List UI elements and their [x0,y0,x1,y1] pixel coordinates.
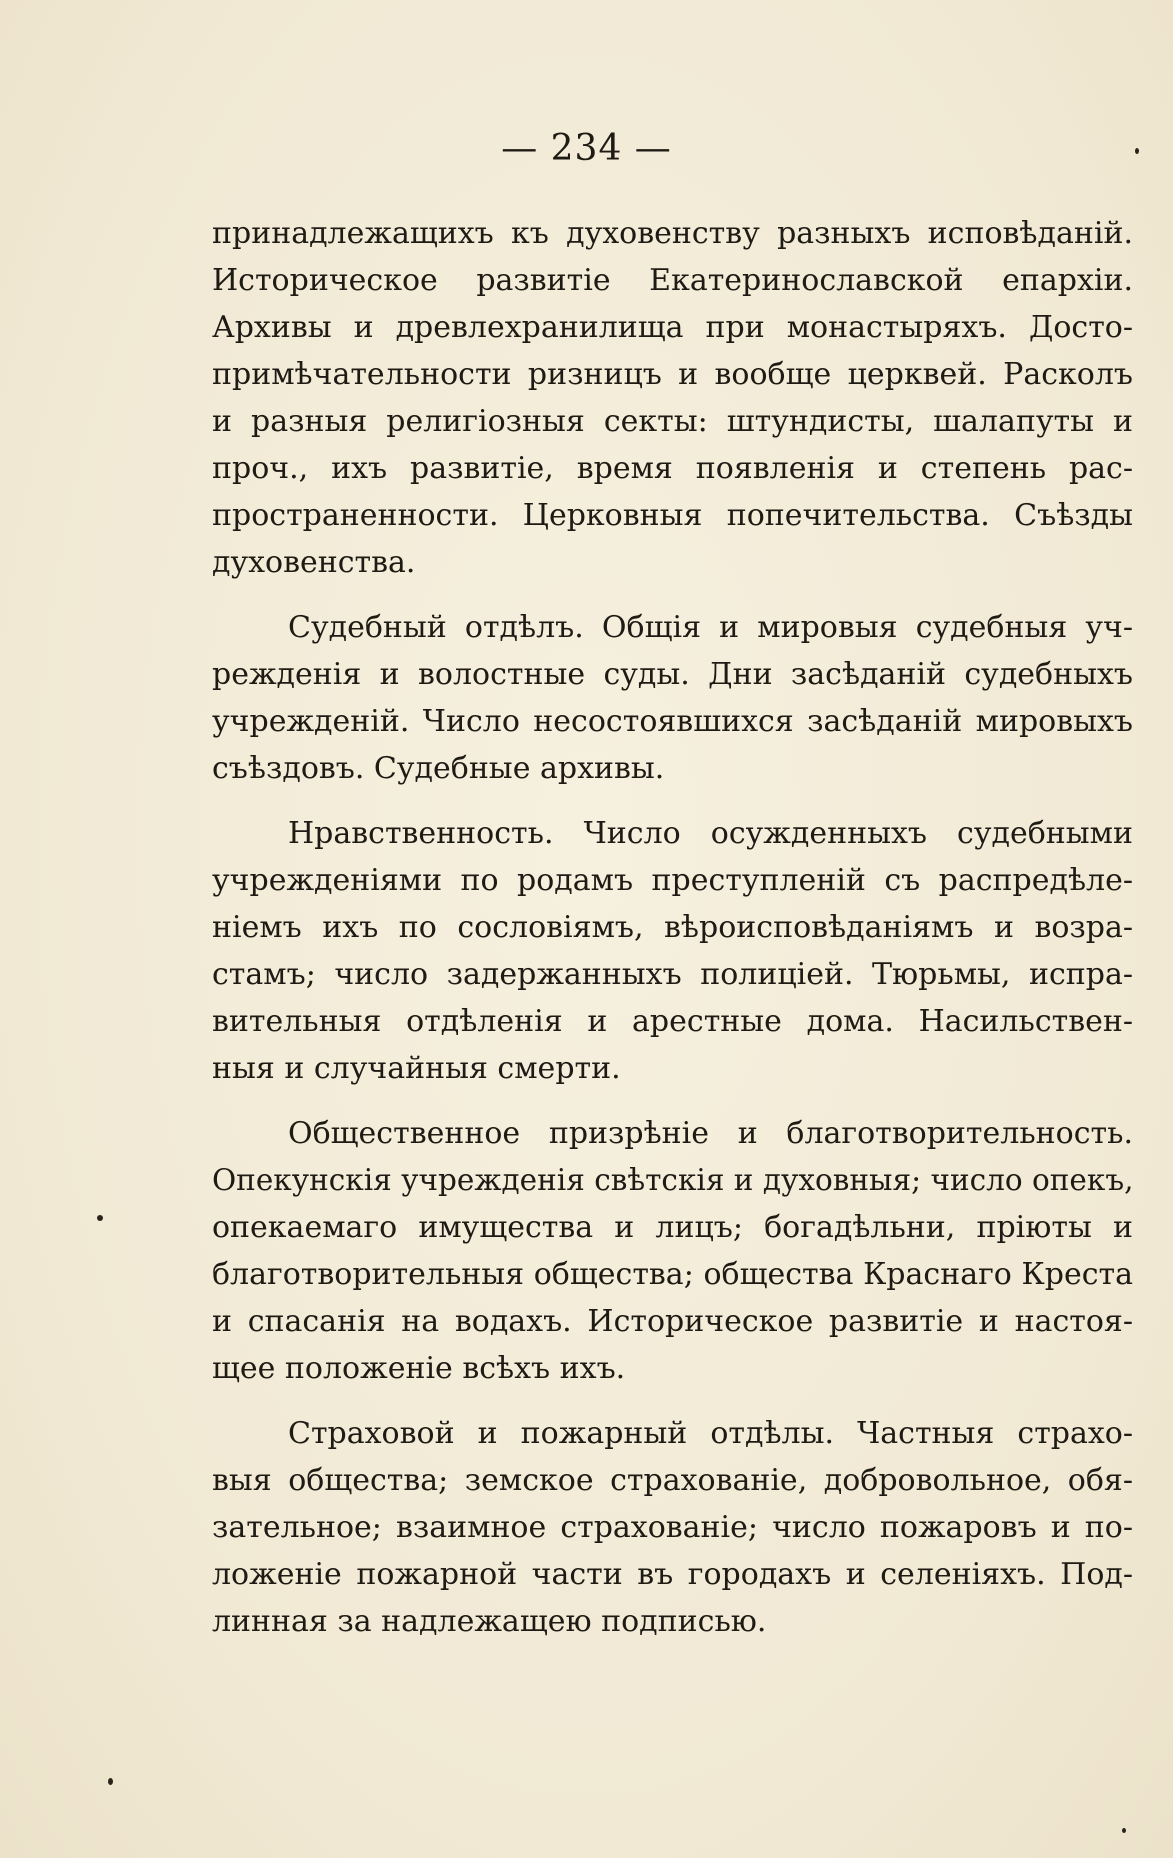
text-line: Страховой и пожарный отдѣлы. Частныя страхо- [288,1416,1133,1451]
text-line: щее положеніе всѣхъ ихъ. [212,1351,626,1386]
text-line: ныя и случайныя смерти. [212,1051,621,1086]
text-line: линная за надлежащею подписью. [212,1604,767,1639]
scan-speck [97,1215,103,1221]
text-line: Общественное призрѣніе и благотворительность. [288,1116,1133,1151]
text-line: стамъ; число задержанныхъ полиціей. Тюрьмы, испра- [212,957,1133,992]
paragraph-insurance [212,1410,1133,1645]
text-line: режденія и волостные суды. Дни засѣданій судебныхъ [212,657,1133,692]
page-number: — 234 — [501,128,672,169]
scan-speck [108,1778,113,1785]
text-line: проч., ихъ развитіе, время появленія и степень рас- [212,451,1133,486]
text-line: Нравственность. Число осужденныхъ судебными [288,816,1133,851]
paragraph-morality [212,810,1133,1092]
paragraph-clergy [212,210,1133,586]
text-line: съѣздовъ. Судебные архивы. [212,751,665,786]
text-line: ложеніе пожарной части въ городахъ и селеніяхъ. Под- [212,1557,1133,1592]
scan-speck [1135,148,1139,154]
text-line: Архивы и древлехранилища при монастыряхъ. Досто- [212,310,1133,345]
text-line: вительныя отдѣленія и арестные дома. Насильствен- [212,1004,1133,1039]
text-line: учрежденіями по родамъ преступленій съ распредѣле- [212,863,1133,898]
text-line: опекаемаго имущества и лицъ; богадѣльни, пріюты и [212,1210,1133,1245]
text-line: примѣчательности ризницъ и вообще церквей. Расколъ [212,357,1133,392]
body-text [212,210,1133,1645]
paragraph-charity [212,1110,1133,1392]
text-line: зательное; взаимное страхованіе; число пожаровъ и по- [212,1510,1133,1545]
text-line: и спасанія на водахъ. Историческое развитіе и настоя- [212,1304,1133,1339]
paragraph-judicial [212,604,1133,792]
text-line: Историческое развитіе Екатеринославской епархіи. [212,263,1133,298]
text-line: принадлежащихъ къ духовенству разныхъ исповѣданій. [212,216,1133,251]
text-line: Опекунскія учрежденія свѣтскія и духовныя; число опекъ, [212,1163,1134,1197]
text-line: благотворительныя общества; общества Краснаго Креста [212,1257,1133,1292]
text-line: пространенности. Церковныя попечительства. Съѣзды [212,498,1133,533]
text-line: Судебный отдѣлъ. Общія и мировыя судебныя уч- [288,610,1133,645]
text-line: духовенства. [212,545,416,580]
text-line: выя общества; земское страхованіе, добровольное, обя- [212,1463,1133,1498]
text-line: и разныя религіозныя секты: штундисты, шалапуты и [212,404,1133,439]
scan-speck [1122,1828,1126,1833]
text-line: учрежденій. Число несостоявшихся засѣданій мировыхъ [212,704,1133,739]
text-line: ніемъ ихъ по сословіямъ, вѣроисповѣданіямъ и возра- [212,910,1133,945]
